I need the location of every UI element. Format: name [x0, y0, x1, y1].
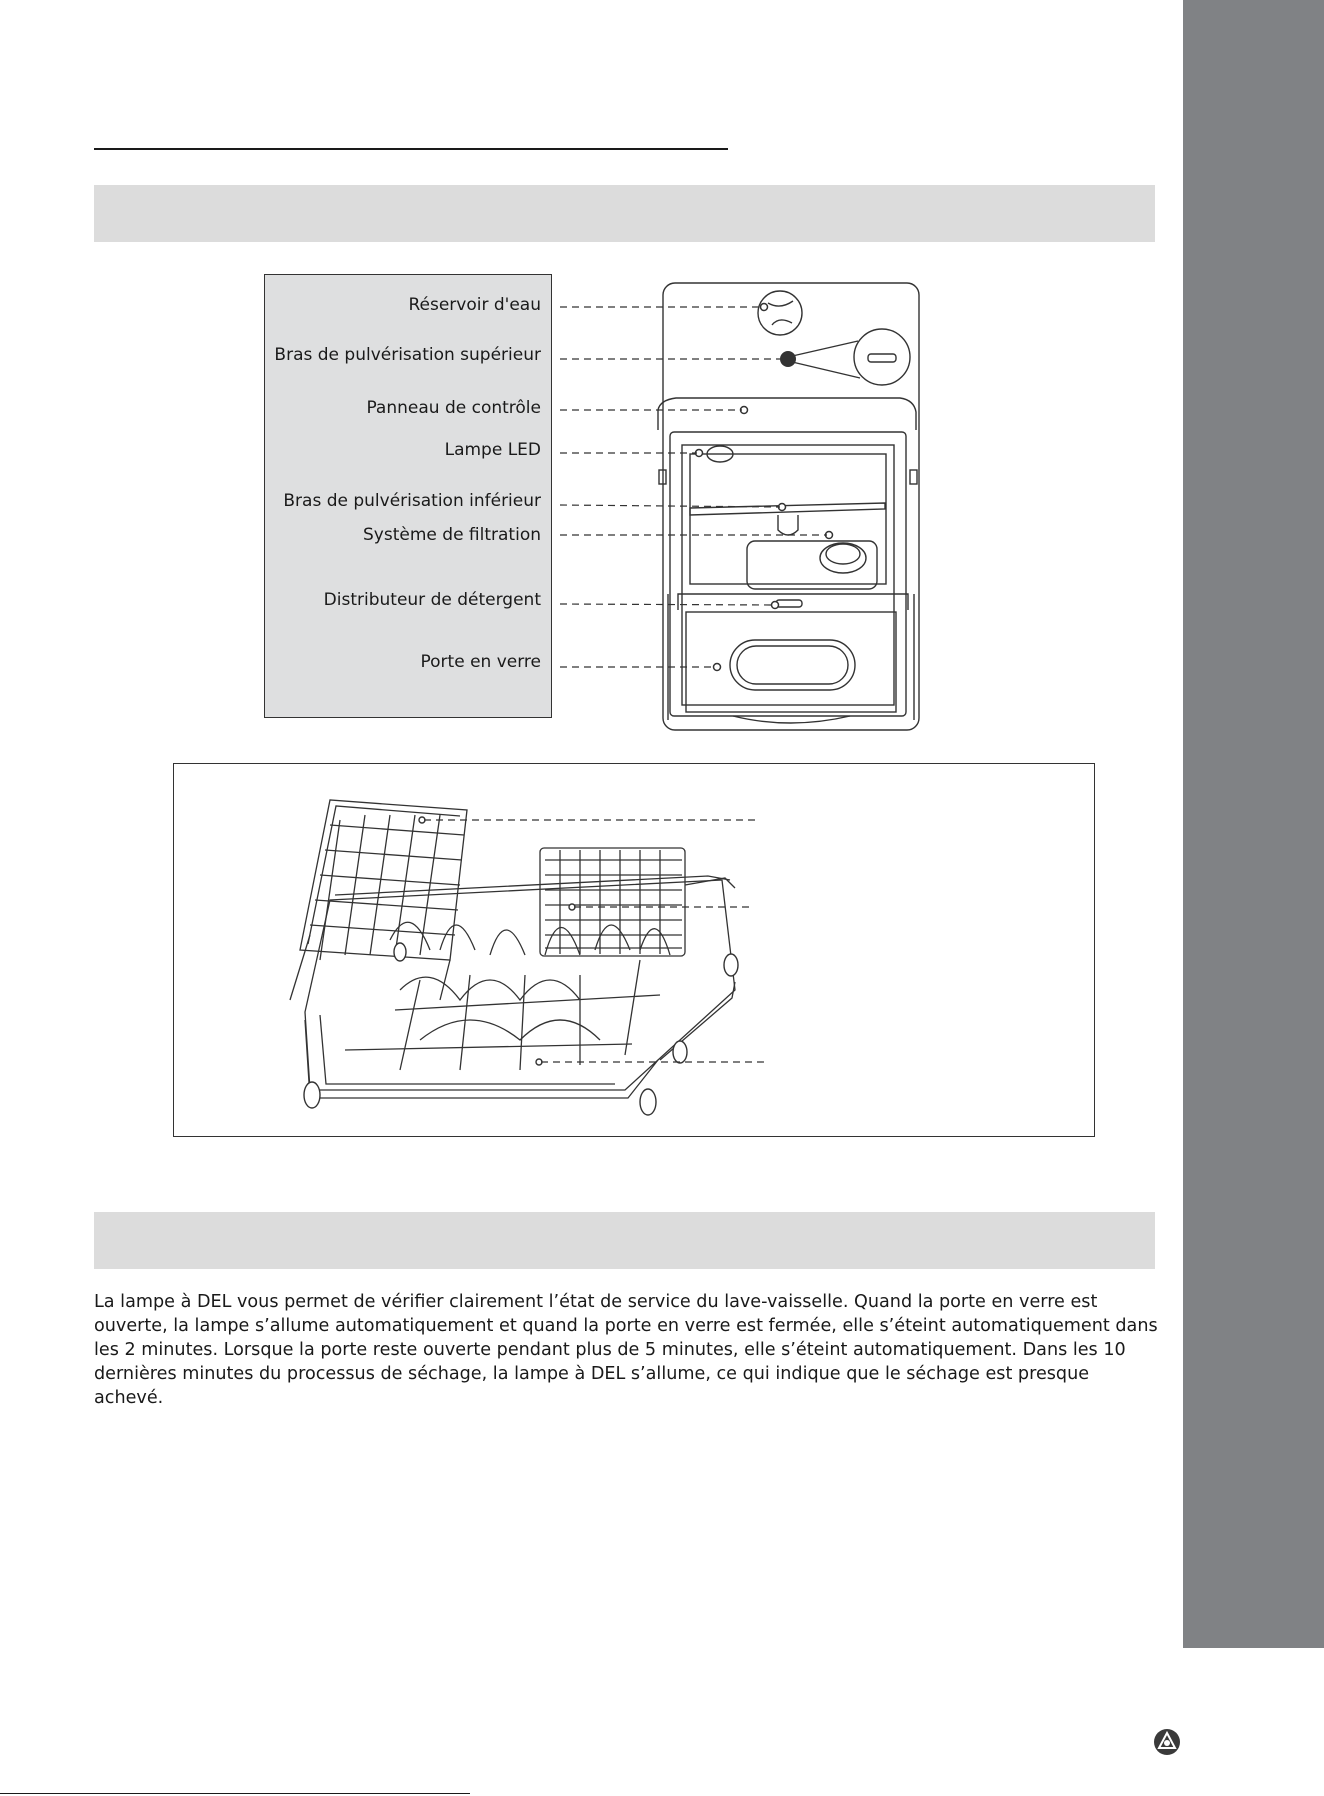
label-upper-spray-arm: Bras de pulvérisation supérieur: [274, 345, 541, 365]
led-description-paragraph: La lampe à DEL vous permet de vérifier clairement l’état de service du lave-vaisselle. Quand la porte en verre est ouverte, la lampe s’allume automatiquement et quand la porte en verre est fermée, elle s’éteint automatiquement dans les 2 minutes. Lorsque la porte reste ouverte pendant plus de 5 minutes, elle s’éteint automatiquement. Dans les 10 dernières minutes du processus de séchage, la lampe à DEL s’allume, ce qui indique que le séchage est presque achevé.: [94, 1292, 1158, 1408]
label-detergent-dispenser: Distributeur de détergent: [323, 590, 541, 610]
label-led-lamp: Lampe LED: [444, 440, 541, 460]
leader-lines: [0, 0, 1324, 760]
label-glass-door: Porte en verre: [420, 652, 541, 672]
lower-rack-illustration: [174, 764, 1094, 1136]
label-filter-system: Système de filtration: [363, 525, 541, 545]
label-lower-spray-arm: Bras de pulvérisation inférieur: [283, 491, 541, 511]
label-control-panel: Panneau de contrôle: [366, 398, 541, 418]
bottom-rule: [0, 1793, 470, 1794]
brand-logo-icon: [1153, 1728, 1181, 1756]
label-water-tank: Réservoir d'eau: [408, 295, 541, 315]
section-header-band-led: [94, 1212, 1155, 1269]
